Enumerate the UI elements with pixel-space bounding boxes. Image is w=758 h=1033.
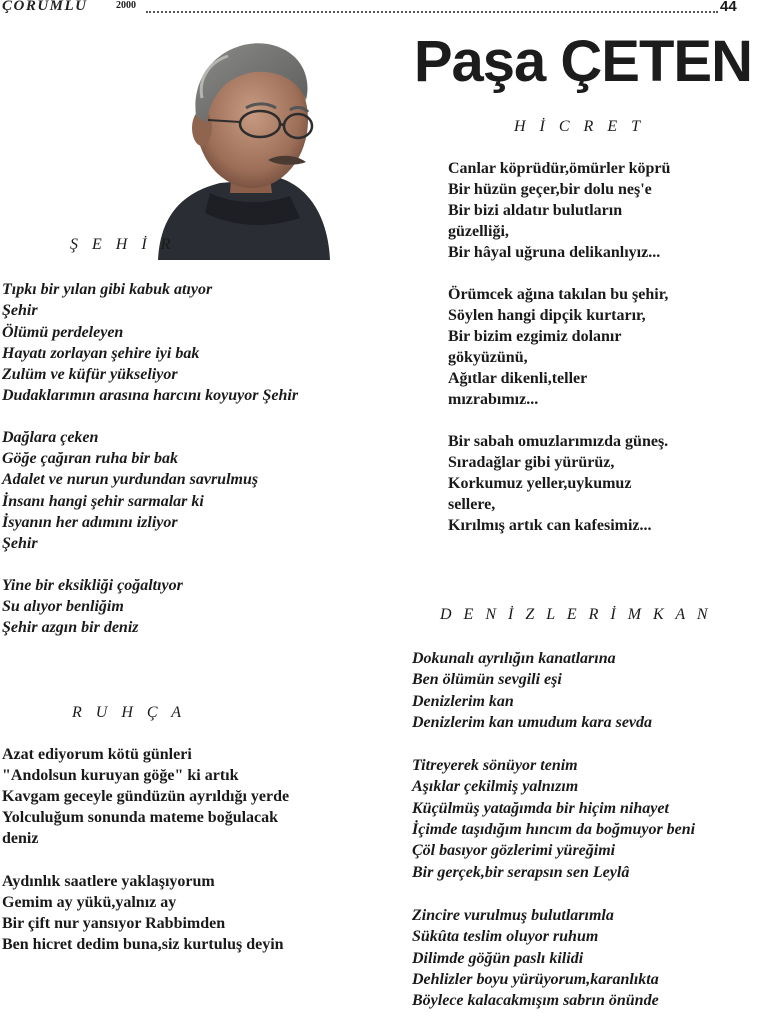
stanza [448,431,670,536]
author-name: Paşa ÇETEN [413,29,752,94]
poem-line: Bir bizim ezgimiz dolanır [448,328,622,345]
poem-line: Yine bir eksikliği çoğaltıyor [2,576,183,594]
poem-line: Göğe çağıran ruha bir bak [2,450,179,468]
stanza [2,279,298,407]
poem-line: Sıradağlar gibi yürürüz, [448,454,615,471]
poem-line: Zulüm ve küfür yükseliyor [2,366,178,384]
page-number: 44 [720,0,737,15]
poem-line: deniz [2,830,39,847]
poem-line: Şehir [2,535,38,553]
poem-line: Tıpkı bir yılan gibi kabuk atıyor [2,281,213,298]
poem-line: Adalet ve nurun yurdundan savrulmuş [2,471,259,489]
poem-line: "Andolsun kuruyan göğe" ki artık [2,767,239,784]
poem-line: Bir sabah omuzlarımızda güneş. [448,433,669,450]
author-portrait [150,28,332,260]
poem-line: Şehir azgın bir deniz [2,619,139,637]
poem-line: Dokunalı ayrılığın kanatlarına [412,650,616,667]
poem-line: Yolculuğum sonunda mateme boğulacak [2,809,279,826]
poem-line: Dağlara çeken [2,428,99,446]
poem-line: Kırılmış artık can kafesimiz... [448,517,652,534]
poem-line: İnsanı hangi şehir sarmalar ki [2,492,204,510]
poem-line: Çöl basıyor gözlerimi yüreğimi [412,842,616,860]
poem-line: Şehir [2,302,38,320]
poem-line: Örümcek ağına takılan bu şehir, [448,286,669,303]
issue-year: 2000 [116,0,136,11]
poem-line: Dudaklarımın arasına harcını koyuyor Şehir [2,387,299,405]
poem-line: Su alıyor benliğim [2,597,124,615]
poem-line: Denizlerim kan umudum kara sevda [412,713,653,731]
magazine-name: ÇORUMLU [2,0,88,14]
poem-line: güzelliği, [448,223,509,240]
poem-title-ruhca: R U H Ç A [72,704,187,721]
poem-line: Söylen hangi dipçik kurtarır, [448,307,646,324]
poem-line: Azat ediyorum kötü günleri [2,746,192,763]
poem-line: Bir çift nur yansıyor Rabbimden [2,915,226,932]
poem-title-denizlerim-kan: D E N İ Z L E R İ M K A N [440,606,712,623]
poem-line: Titreyerek sönüyor tenim [412,757,578,775]
poem-title-hicret: H İ C R E T [514,118,645,135]
header-dotted-rule [146,1,718,13]
stanza [2,427,298,555]
stanza [2,871,289,955]
poem-line: Denizlerim kan [412,692,514,710]
poem-line: Bir gerçek,bir serapsın sen Leylâ [412,863,630,881]
poem-line: Böylece kalacakmışım sabrın önünde [412,992,659,1010]
poem-line: Bir hâyal uğruna delikanlıyız... [448,244,661,261]
poem-line: Zincire vurulmuş bulutlarımla [412,906,614,924]
poem-denizlerim-kan [412,648,695,1033]
poem-line: Bir bizi aldatır bulutların [448,202,623,219]
poem-line: Aydınlık saatlere yaklaşıyorum [2,873,215,890]
stanza [2,575,298,639]
stanza [448,158,670,263]
poem-line: Aşıklar çekilmiş yalnızım [412,778,579,796]
poem-line: Sükûta teslim oluyor ruhum [412,928,599,946]
poem-hicret [448,158,670,557]
poem-line: mızrabımız... [448,391,539,408]
stanza [448,284,670,410]
poem-sehir [2,279,298,638]
stanza [412,755,695,883]
poem-line: Hayatı zorlayan şehire iyi bak [2,344,200,362]
poem-line: Ağıtlar dikenli,teller [448,370,588,387]
poem-title-sehir: Ş E H İ R [70,236,176,253]
poem-ruhca [2,744,289,977]
poem-line: Canlar köprüdür,ömürler köprü [448,160,671,177]
poem-line: sellere, [448,496,496,513]
poem-line: Dehlizler boyu yürüyorum,karanlıkta [412,970,659,988]
poem-line: Gemim ay yükü,yalnız ay [2,894,177,911]
poem-line: Korkumuz yeller,uykumuz [448,475,632,492]
poem-line: Ölümü perdeleyen [2,323,124,341]
poem-line: gökyüzünü, [448,349,528,366]
poem-line: Kavgam geceyle gündüzün ayrıldığı yerde [2,788,290,805]
stanza [412,905,695,1011]
poem-line: Dilimde göğün paslı kilidi [412,949,584,967]
stanza [2,744,289,849]
poem-line: İsyanın her adımını izliyor [2,513,178,531]
stanza [412,648,695,733]
poem-line: Ben hicret dedim buna,siz kurtuluş deyin [2,936,284,953]
poem-line: İçimde taşıdığım hıncım da boğmuyor beni [412,821,696,839]
poem-line: Bir hüzün geçer,bir dolu neş'e [448,181,652,198]
poem-line: Küçülmüş yatağımda bir hiçim nihayet [412,799,669,817]
poem-line: Ben ölümün sevgili eşi [412,671,562,689]
